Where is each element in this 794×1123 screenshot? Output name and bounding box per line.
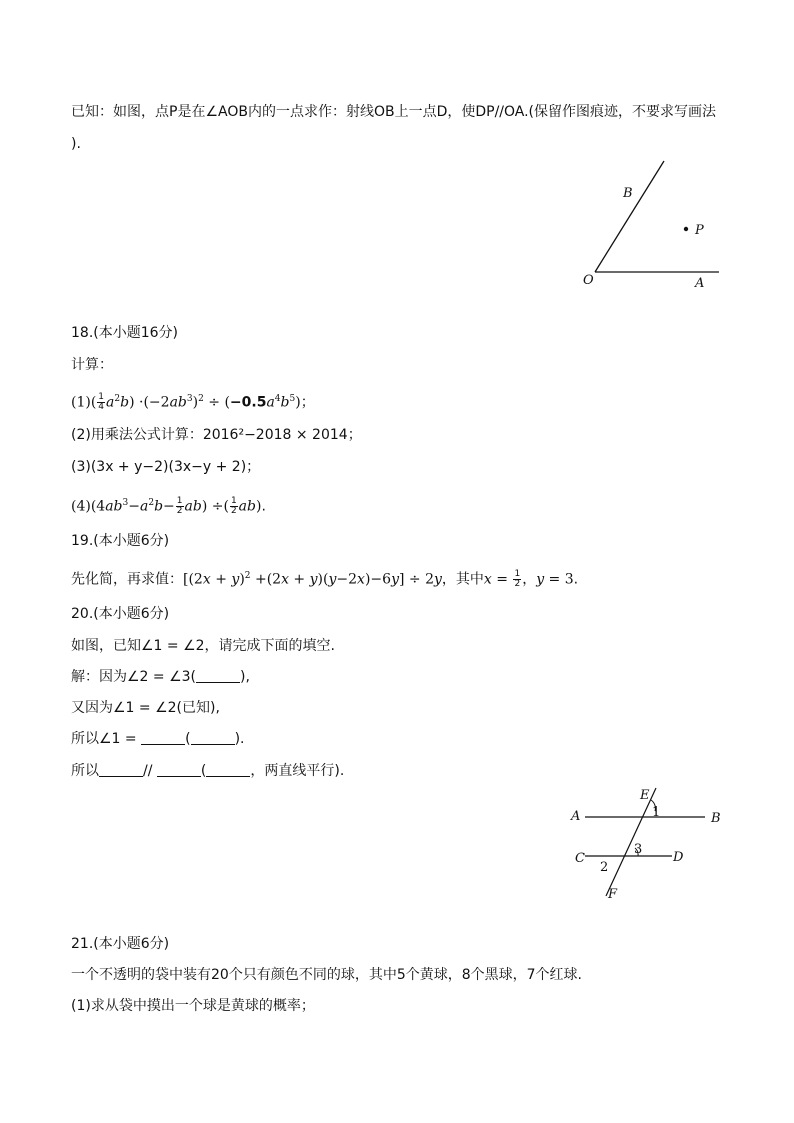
label-b: B xyxy=(623,186,633,201)
blank-angle xyxy=(141,730,185,745)
label-angle-3: 3 xyxy=(634,842,643,857)
q21-header: 21.(本小题6分) xyxy=(71,936,170,952)
figure-parallel-lines xyxy=(560,780,740,905)
q18-header: 18.(本小题16分) xyxy=(71,325,179,341)
q20-line1: 解：因为∠2 = ∠3( ), xyxy=(71,669,250,685)
q18-part4: $(4)(4ab^3-a^2b-$ $\frac{1}{2}$ ab) ÷( $\frac{1}{2}$ ab). xyxy=(71,496,266,517)
ray-ob xyxy=(595,161,664,272)
label-d: D xyxy=(673,850,684,865)
q19-header: 19.(本小题6分) xyxy=(71,533,170,549)
label-angle-2: 2 xyxy=(600,860,609,875)
q20-intro: 如图，已知∠1 = ∠2，请完成下面的填空. xyxy=(71,638,335,654)
blank-reason-1 xyxy=(196,668,240,683)
q18-part1: (1)( $\frac{1}{4}$ $a^2b) \cdot(-2ab^3)^2 \div (-0.5a^4b^5)$； xyxy=(71,392,315,413)
label-angle-1: 1 xyxy=(652,805,661,820)
label-e: E xyxy=(640,788,650,803)
q18-intro: 计算： xyxy=(71,357,113,373)
point-p xyxy=(684,227,688,231)
q20-line2: 又因为∠1 = ∠2(已知), xyxy=(71,700,220,716)
q20-header: 20.(本小题6分) xyxy=(71,606,170,622)
q18-part1-tail: ； xyxy=(300,394,315,411)
label-a: A xyxy=(695,276,705,291)
q18-part2: (2)用乘法公式计算：2016²−2018 × 2014； xyxy=(71,427,362,443)
figure-angle-aob xyxy=(575,155,735,295)
q18-part4-tail: . xyxy=(261,498,266,515)
q18-part3: (3)(3x + y−2)(3x−y + 2)； xyxy=(71,459,261,475)
q20-line3: 所以∠1 = ( ). xyxy=(71,731,245,747)
line-ef xyxy=(606,788,656,896)
label-o: O xyxy=(583,273,594,288)
blank-line-1 xyxy=(99,762,143,777)
q17-line2: ). xyxy=(71,136,81,152)
label-p: P xyxy=(695,223,704,238)
q21-part1: (1)求从袋中摸出一个球是黄球的概率； xyxy=(71,998,315,1014)
q17-line1: 已知：如图，点P是在∠AOB内的一点求作：射线OB上一点D，使DP//OA.(保留作图痕迹，不要求写画法 xyxy=(71,104,717,120)
label-b: B xyxy=(711,811,721,826)
blank-reason-3 xyxy=(206,762,250,777)
blank-line-2 xyxy=(157,762,201,777)
label-c: C xyxy=(575,851,585,866)
label-f: F xyxy=(608,887,618,902)
q19-body: 先化简，再求值：$[(2x + y)^2 +(2x + y)(y-2x)-6y] \div 2y$，其中x = $\frac{1}{2}$ ，y = 3. xyxy=(71,569,579,590)
blank-reason-2 xyxy=(191,730,235,745)
q21-intro: 一个不透明的袋中装有20个只有颜色不同的球，其中5个黄球，8个黑球，7个红球. xyxy=(71,967,582,983)
q20-line4: 所以 // ( ，两直线平行). xyxy=(71,763,345,779)
label-a: A xyxy=(571,809,581,824)
